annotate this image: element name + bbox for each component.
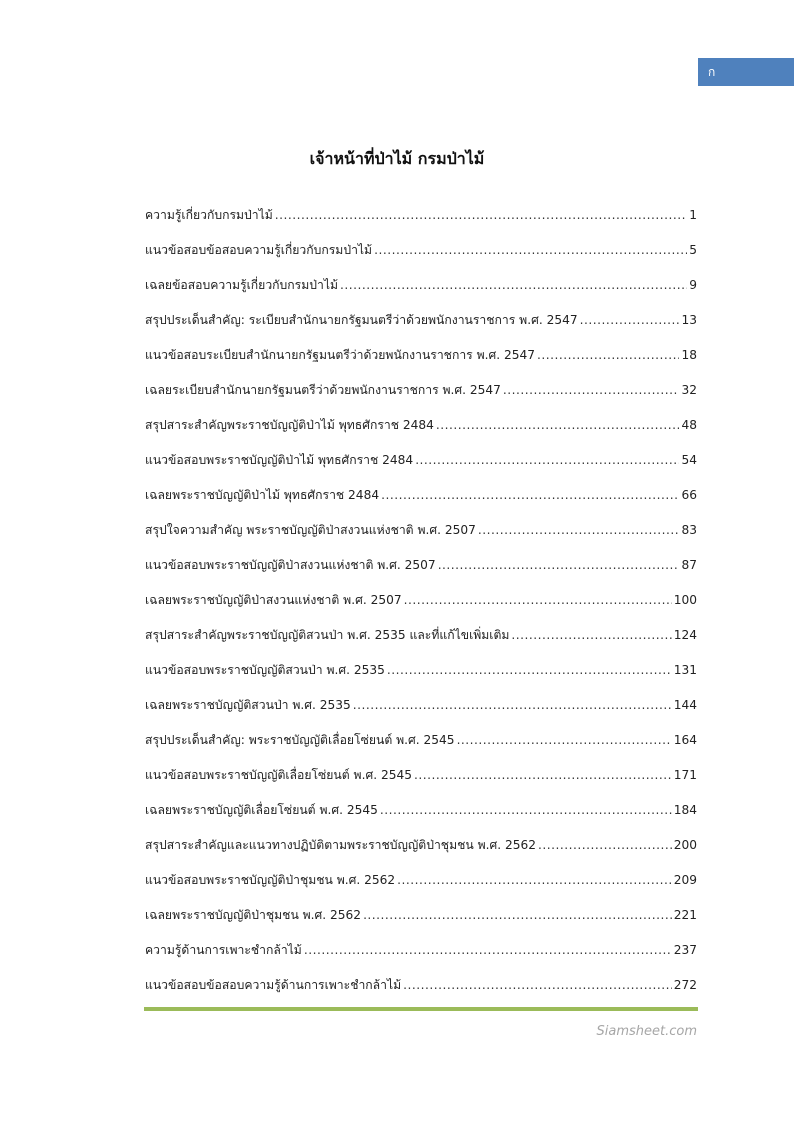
toc-entry-page: 18 [681,348,697,362]
toc-entry-title: แนวข้อสอบระเบียบสำนักนายกรัฐมนตรีว่าด้วยพนักงานราชการ พ.ศ. 2547 [145,348,535,362]
dot-leader [353,698,672,712]
toc-entry-title: เฉลยระเบียบสำนักนายกรัฐมนตรีว่าด้วยพนักงานราชการ พ.ศ. 2547 [145,383,501,397]
toc-entry[interactable] [145,276,697,311]
toc-entry-title: เฉลยพระราชบัญญัติป่าชุมชน พ.ศ. 2562 [145,908,362,922]
toc-entry-page: 1 [689,208,697,222]
footer-divider [144,1007,698,1011]
toc-entry-page: 272 [673,978,697,992]
toc-entry[interactable] [145,941,697,976]
dot-leader [414,768,672,782]
toc-entry[interactable] [145,871,697,906]
page-number-label: ก [708,65,716,79]
toc-entry-title: แนวข้อสอบพระราชบัญญัติป่าสงวนแห่งชาติ พ.ศ. 2507 [145,558,436,572]
footer-brand: Siamsheet.com [596,1024,697,1039]
dot-leader [537,348,679,362]
toc-entry-title: แนวข้อสอบข้อสอบความรู้เกี่ยวกับกรมป่าไม้ [145,243,373,257]
toc-entry-title: สรุปสาระสำคัญพระราชบัญญัติป่าไม้ พุทธศักราช 2484 [145,418,434,432]
toc-entry-title: เฉลยพระราชบัญญัติเลื่อยโซ่ยนต์ พ.ศ. 2545 [145,803,378,817]
dot-leader [374,243,687,257]
dot-leader [380,803,672,817]
toc-entry-title: แนวข้อสอบข้อสอบความรู้ด้านการเพาะชำกล้าไม้ [145,978,402,992]
toc-entry-page: 32 [681,383,697,397]
toc-entry-title: สรุปสาระสำคัญพระราชบัญญัติสวนป่า พ.ศ. 2535 และที่แก้ไขเพิ่มเติม [145,628,510,642]
toc-entry[interactable] [145,766,697,801]
toc-entry-title: ความรู้เกี่ยวกับกรมป่าไม้ [145,208,273,222]
toc-entry-page: 9 [689,278,697,292]
toc-entry[interactable] [145,381,697,416]
toc-entry[interactable] [145,416,697,451]
toc-entry[interactable] [145,906,697,941]
toc-entry-page: 54 [681,453,697,467]
toc-entry-title: สรุปสาระสำคัญและแนวทางปฏิบัติตามพระราชบัญญัติป่าชุมชน พ.ศ. 2562 [145,838,536,852]
toc-entry[interactable] [145,521,697,556]
toc-entry[interactable] [145,976,697,1011]
toc-entry-page: 83 [681,523,697,537]
toc-entry[interactable] [145,801,697,836]
toc-entry-page: 124 [673,628,697,642]
toc-entry-page: 5 [689,243,697,257]
toc-entry-page: 131 [673,663,697,677]
dot-leader [340,278,687,292]
table-of-contents [145,206,697,1011]
toc-entry[interactable] [145,626,697,661]
toc-entry[interactable] [145,731,697,766]
page-number-badge [698,58,794,86]
toc-entry-page: 13 [681,313,697,327]
toc-entry-title: สรุปประเด็นสำคัญ: ระเบียบสำนักนายกรัฐมนตรีว่าด้วยพนักงานราชการ พ.ศ. 2547 [145,313,578,327]
toc-entry-page: 48 [681,418,697,432]
toc-entry[interactable] [145,836,697,871]
dot-leader [436,418,680,432]
toc-entry-page: 200 [673,838,697,852]
toc-entry[interactable] [145,696,697,731]
toc-entry-title: เฉลยพระราชบัญญัติป่าสงวนแห่งชาติ พ.ศ. 2507 [145,593,402,607]
dot-leader [511,628,671,642]
dot-leader [478,523,680,537]
toc-entry[interactable] [145,451,697,486]
dot-leader [363,908,672,922]
toc-entry-page: 237 [673,943,697,957]
toc-entry[interactable] [145,241,697,276]
toc-entry-title: แนวข้อสอบพระราชบัญญัติเลื่อยโซ่ยนต์ พ.ศ. 2545 [145,768,412,782]
toc-entry-page: 100 [673,593,697,607]
toc-entry-title: แนวข้อสอบพระราชบัญญัติสวนป่า พ.ศ. 2535 [145,663,385,677]
dot-leader [415,453,679,467]
dot-leader [381,488,679,502]
toc-entry-page: 184 [673,803,697,817]
dot-leader [404,593,672,607]
dot-leader [580,313,680,327]
toc-entry-title: ความรู้ด้านการเพาะชำกล้าไม้ [145,943,302,957]
dot-leader [387,663,672,677]
toc-entry[interactable] [145,556,697,591]
toc-entry-page: 87 [681,558,697,572]
toc-entry-page: 144 [673,698,697,712]
toc-entry[interactable] [145,346,697,381]
dot-leader [438,558,680,572]
toc-entry[interactable] [145,206,697,241]
toc-entry-title: แนวข้อสอบพระราชบัญญัติป่าไม้ พุทธศักราช 2484 [145,453,414,467]
toc-entry[interactable] [145,486,697,521]
dot-leader [397,873,672,887]
toc-entry-page: 171 [673,768,697,782]
toc-entry-title: สรุปประเด็นสำคัญ: พระราชบัญญัติเลื่อยโซ่ยนต์ พ.ศ. 2545 [145,733,455,747]
toc-entry-page: 221 [673,908,697,922]
toc-entry-page: 164 [673,733,697,747]
toc-entry[interactable] [145,661,697,696]
toc-entry[interactable] [145,311,697,346]
toc-entry[interactable] [145,591,697,626]
toc-entry-title: สรุปใจความสำคัญ พระราชบัญญัติป่าสงวนแห่งชาติ พ.ศ. 2507 [145,523,476,537]
toc-entry-title: เฉลยพระราชบัญญัติสวนป่า พ.ศ. 2535 [145,698,351,712]
toc-entry-title: แนวข้อสอบพระราชบัญญัติป่าชุมชน พ.ศ. 2562 [145,873,396,887]
dot-leader [275,208,687,222]
toc-entry-page: 209 [673,873,697,887]
dot-leader [457,733,672,747]
toc-entry-title: เฉลยพระราชบัญญัติป่าไม้ พุทธศักราช 2484 [145,488,380,502]
document-title: เจ้าหน้าที่ป่าไม้ กรมป่าไม้ [309,149,485,168]
toc-entry-page: 66 [681,488,697,502]
dot-leader [304,943,672,957]
dot-leader [538,838,672,852]
dot-leader [403,978,672,992]
dot-leader [503,383,680,397]
toc-entry-title: เฉลยข้อสอบความรู้เกี่ยวกับกรมป่าไม้ [145,278,338,292]
